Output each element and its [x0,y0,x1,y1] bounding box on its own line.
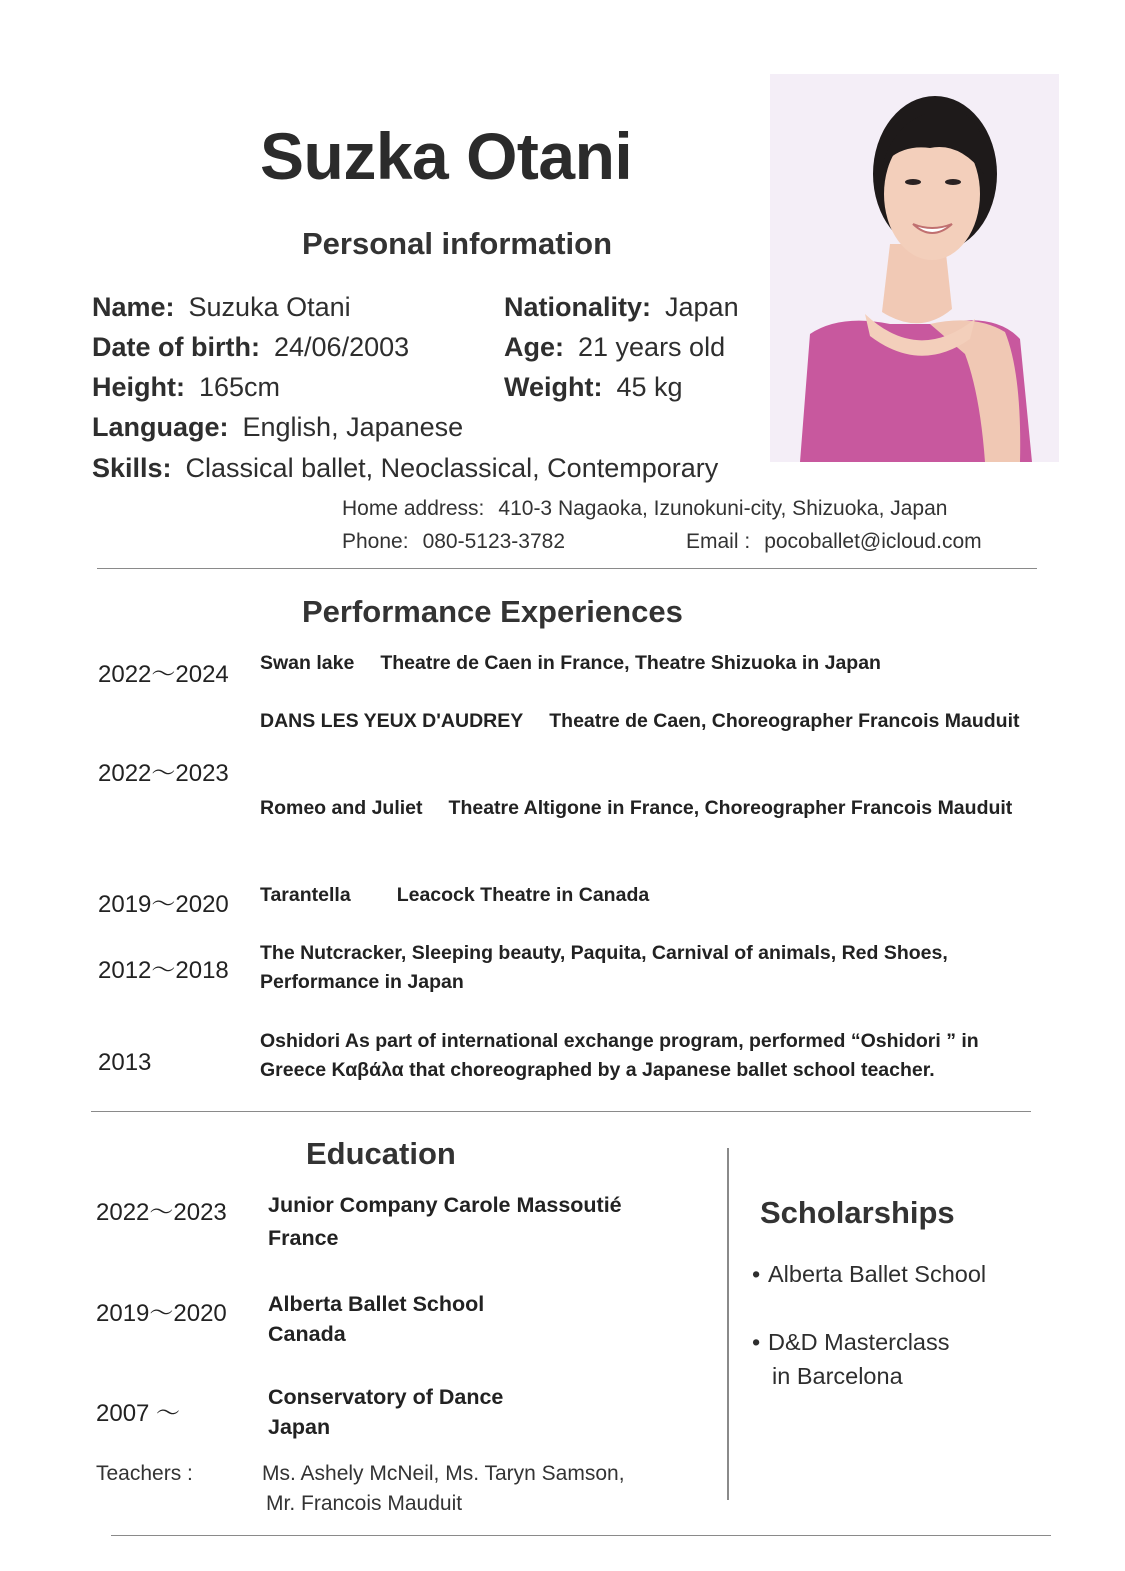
personal-info-heading: Personal information [302,226,613,261]
dob-label: Date of birth: [92,332,260,362]
divider [97,568,1037,569]
phone-row [342,530,565,554]
language-value: English, Japanese [242,412,464,442]
scholarships-heading: Scholarships [760,1195,955,1230]
nationality-row [504,292,739,323]
perf-detail: Theatre Altigone in France, Choreographer Francois Mauduit [448,797,1013,819]
perf-entry [260,707,1020,736]
scholarship-item [752,1325,950,1359]
perf-detail: Theatre de Caen in France, Theatre Shizuoka in Japan [380,652,881,674]
height-label: Height: [92,372,185,402]
scholarship-item-continued: in Barcelona [772,1363,903,1389]
edu-institution: Conservatory of Dance [268,1385,504,1409]
weight-row [504,372,683,403]
skills-value: Classical ballet, Neoclassical, Contemporary [185,453,719,483]
teachers-line: Mr. Francois Mauduit [266,1492,463,1515]
nationality-label: Nationality: [504,292,652,322]
email-label: Email : [686,530,751,553]
language-label: Language: [92,412,229,442]
phone-label: Phone: [342,530,409,553]
edu-year: 2019〜2020 [96,1300,227,1327]
email-value[interactable]: pocoballet@icloud.com [764,530,982,553]
edu-year: 2022〜2023 [96,1199,227,1226]
perf-work: DANS LES YEUX D'AUDREY [260,710,524,732]
language-row [92,412,463,443]
perf-year: 2019〜2020 [98,891,229,918]
edu-institution: Junior Company Carole Massoutié [268,1193,622,1217]
perf-work: Romeo and Juliet [260,797,423,819]
dob-value: 24/06/2003 [274,332,410,362]
scholarship-item [752,1257,986,1291]
perf-detail: Theatre de Caen, Choreographer Francois Mauduit [549,710,1020,732]
edu-country: Japan [268,1415,331,1439]
edu-institution: Alberta Ballet School [268,1292,485,1316]
dob-row [92,332,409,363]
bullet-icon: • [752,1329,761,1355]
divider [111,1535,1051,1536]
scholarship-label: Alberta Ballet School [768,1261,987,1287]
address-label: Home address: [342,497,485,520]
phone-value: 080-5123-3782 [422,530,566,553]
perf-work: Swan lake [260,652,355,674]
address-value: 410-3 Nagaoka, Izunokuni-city, Shizuoka, Japan [498,497,948,520]
perf-detail: Leacock Theatre in Canada [396,884,650,906]
weight-label: Weight: [504,372,603,402]
resume-name-title: Suzka Otani [260,119,633,193]
edu-year: 2007 〜 [96,1400,181,1427]
column-divider [727,1148,729,1500]
perf-entry: Oshidori As part of international exchange program, performed “Oshidori ” in Greece Καβάλα that choreographed by a Japanese ballet school teacher. [260,1030,979,1081]
teachers-line: Ms. Ashely McNeil, Ms. Taryn Samson, [262,1462,625,1485]
teachers-label: Teachers : [96,1462,193,1485]
height-value: 165cm [198,372,281,402]
perf-year: 2012〜2018 [98,957,229,984]
nationality-value: Japan [665,292,739,322]
edu-country: Canada [268,1322,346,1346]
skills-label: Skills: [92,453,172,483]
address-row [342,497,947,521]
divider [91,1111,1031,1112]
skills-row [92,453,718,484]
name-row [92,292,351,323]
perf-year: 2022〜2024 [98,661,229,688]
age-label: Age: [504,332,564,362]
age-row [504,332,725,363]
education-heading: Education [306,1136,456,1171]
perf-entry [260,794,1020,823]
name-value: Suzuka Otani [188,292,351,322]
age-value: 21 years old [578,332,726,362]
email-row [686,530,982,554]
name-label: Name: [92,292,175,322]
scholarship-label: D&D Masterclass [768,1329,950,1355]
bullet-icon: • [752,1261,761,1287]
height-row [92,372,280,403]
perf-work: Tarantella [260,884,351,906]
portrait-photo [770,74,1059,462]
perf-year: 2013 [98,1049,152,1076]
weight-value: 45 kg [616,372,683,402]
perf-entry [260,881,1020,910]
edu-country: France [268,1226,339,1250]
perf-year: 2022〜2023 [98,760,229,787]
perf-entry: The Nutcracker, Sleeping beauty, Paquita, Carnival of animals, Red Shoes, Performance in Japan [260,942,948,993]
performance-heading: Performance Experiences [302,594,683,629]
perf-entry [260,649,1060,678]
